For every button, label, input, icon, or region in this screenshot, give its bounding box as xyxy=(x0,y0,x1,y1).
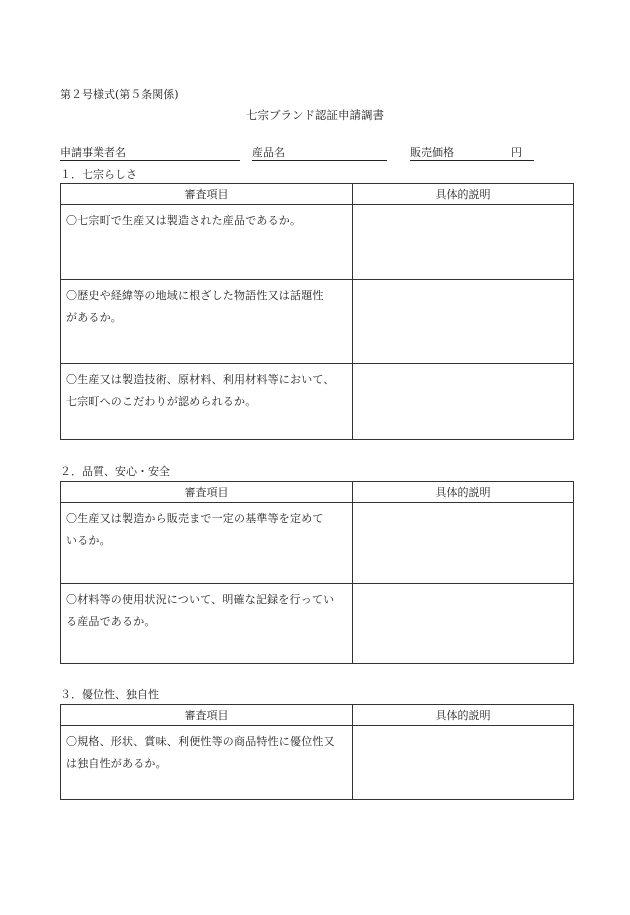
sales-price-unit: 円 xyxy=(511,146,522,159)
explanation-header: 具体的説明 xyxy=(353,705,574,726)
review-item-cell xyxy=(61,364,353,440)
review-item-cell xyxy=(61,280,353,364)
sales-price-field[interactable] xyxy=(410,146,534,161)
applicant-name-field[interactable] xyxy=(60,146,240,161)
table-header-row xyxy=(61,482,574,503)
table-row xyxy=(61,205,574,280)
table-row xyxy=(61,584,574,664)
explanation-input-cell[interactable] xyxy=(353,364,574,440)
review-item-header: 審査項目 xyxy=(61,184,353,205)
review-table-1 xyxy=(60,183,574,440)
review-item-text: 〇材料等の使用状況について、明確な記録を行ってい xyxy=(66,593,335,606)
review-item-text: 〇七宗町で生産又は製造された産品であるか。 xyxy=(66,214,302,227)
explanation-input-cell[interactable] xyxy=(353,205,574,280)
table-row xyxy=(61,726,574,800)
document-title: 七宗ブランド認証申請調書 xyxy=(246,108,384,122)
table-row xyxy=(61,503,574,584)
explanation-input-cell[interactable] xyxy=(353,280,574,364)
explanation-input-cell[interactable] xyxy=(353,503,574,584)
review-item-header: 審査項目 xyxy=(61,705,353,726)
explanation-header: 具体的説明 xyxy=(353,184,574,205)
section-heading-2: ２．品質、安心・安全 xyxy=(60,465,170,478)
review-item-text: 〇歴史や経緯等の地域に根ざした物語性又は話題性 xyxy=(66,289,324,302)
sales-price-label: 販売価格 xyxy=(410,146,454,159)
review-item-cell xyxy=(61,726,353,800)
review-item-text: 〇生産又は製造から販売まで一定の基準等を定めて xyxy=(66,512,324,525)
review-item-text: 〇規格、形状、賞味、利便性等の商品特性に優位性又 xyxy=(66,735,335,748)
section-heading-3: ３．優位性、独自性 xyxy=(60,688,159,701)
review-item-cell xyxy=(61,503,353,584)
product-name-field[interactable] xyxy=(252,146,387,161)
review-item-text: る産品であるか。 xyxy=(66,615,156,628)
form-number: 第２号様式(第５条関係) xyxy=(60,88,179,101)
review-item-text: があるか。 xyxy=(66,311,122,324)
table-row xyxy=(61,280,574,364)
review-item-cell xyxy=(61,205,353,280)
applicant-name-label: 申請事業者名 xyxy=(60,146,126,159)
table-row xyxy=(61,364,574,440)
review-item-text: は独自性があるか。 xyxy=(66,757,167,770)
explanation-input-cell[interactable] xyxy=(353,584,574,664)
review-item-cell xyxy=(61,584,353,664)
review-table-2 xyxy=(60,481,574,664)
table-header-row xyxy=(61,705,574,726)
table-header-row xyxy=(61,184,574,205)
review-item-text: いるか。 xyxy=(66,534,111,547)
section-heading-1: １．七宗らしさ xyxy=(60,168,137,181)
review-item-header: 審査項目 xyxy=(61,482,353,503)
review-item-text: 七宗町へのこだわりが認められるか。 xyxy=(66,395,257,408)
explanation-header: 具体的説明 xyxy=(353,482,574,503)
explanation-input-cell[interactable] xyxy=(353,726,574,800)
product-name-label: 産品名 xyxy=(252,146,285,159)
review-table-3 xyxy=(60,704,574,800)
review-item-text: 〇生産又は製造技術、原材料、利用材料等において、 xyxy=(66,373,335,386)
